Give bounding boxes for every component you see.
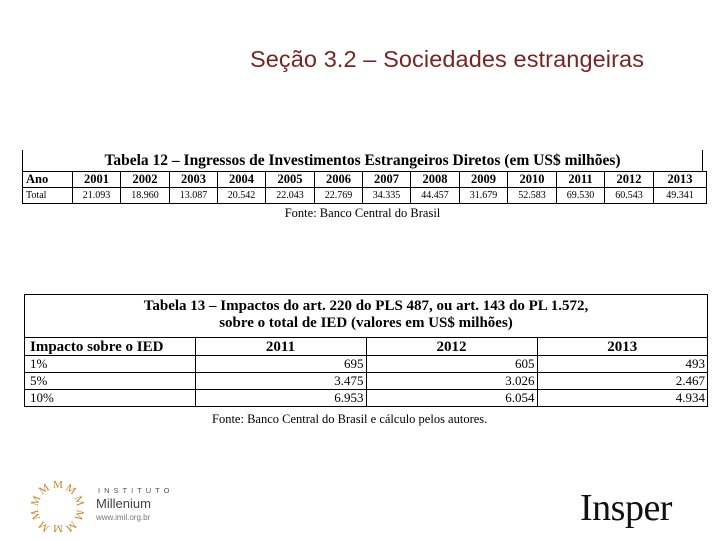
table-13-cell: 3.026 xyxy=(366,373,537,390)
table-12-header-row xyxy=(23,172,707,188)
table-12-header-cell: 2005 xyxy=(266,172,315,188)
table-12-cell: 69.530 xyxy=(557,188,605,204)
table-12-header-cell: 2007 xyxy=(363,172,411,188)
table-12-cell: 22.769 xyxy=(315,188,363,204)
millenium-logo-mark: M xyxy=(29,508,44,522)
table-13-cell: 5% xyxy=(25,373,195,390)
table-12-cell: 52.583 xyxy=(508,188,557,204)
table-12-title: Tabela 12 – Ingressos de Investimentos Estrangeiros Diretos (em US$ milhões) xyxy=(22,150,703,171)
table-12-cell: 44.457 xyxy=(411,188,460,204)
table-13-title-line-2: sobre o total de IED (valores em US$ milhões) xyxy=(219,314,513,331)
table-13 xyxy=(24,294,708,407)
table-12-header-cell: 2010 xyxy=(508,172,557,188)
table-12-header-cell: 2013 xyxy=(654,172,707,188)
table-13-header-cell: 2012 xyxy=(366,338,537,356)
table-13-cell: 1% xyxy=(25,356,195,373)
millenium-name: Millenium xyxy=(96,496,151,511)
table-13-header-cell: 2013 xyxy=(537,338,707,356)
table-13-header-cell: 2011 xyxy=(195,338,366,356)
table-13-source: Fonte: Banco Central do Brasil e cálculo pelos autores. xyxy=(212,412,488,426)
table-13-title xyxy=(25,295,707,338)
table-13-header-row xyxy=(25,338,707,356)
millenium-logo-mark: M xyxy=(36,481,52,498)
table-12-header-cell: 2001 xyxy=(73,172,121,188)
millenium-logo-mark: M xyxy=(63,481,79,498)
table-12-cell: 20.542 xyxy=(218,188,266,204)
table-13-row xyxy=(25,390,707,407)
table-12-cell: 21.093 xyxy=(73,188,121,204)
table-12-cell: 22.043 xyxy=(266,188,315,204)
table-12-cell: 60.543 xyxy=(605,188,654,204)
table-12-cell: 34.335 xyxy=(363,188,411,204)
millenium-logo-mark: M xyxy=(71,508,86,522)
table-12-cell: Total xyxy=(23,188,73,204)
table-13-cell: 695 xyxy=(195,356,366,373)
table-12-cell: 31.679 xyxy=(460,188,508,204)
table-13-row xyxy=(25,373,707,390)
millenium-url: www.imil.org.br xyxy=(96,513,151,522)
table-13-title-line-1: Tabela 13 – Impactos do art. 220 do PLS 487, ou art. 143 do PL 1.572, xyxy=(143,298,589,314)
table-12-source: Fonte: Banco Central do Brasil xyxy=(284,206,441,220)
table-13-cell: 4.934 xyxy=(537,390,707,407)
table-12-header-cell: 2011 xyxy=(557,172,605,188)
table-12-cell: 49.341 xyxy=(654,188,707,204)
table-12-grid xyxy=(22,171,707,204)
millenium-logo-mark: M xyxy=(63,518,79,535)
table-13-cell: 2.467 xyxy=(537,373,707,390)
millenium-sub-label: INSTITUTO xyxy=(98,486,174,495)
millenium-logo-mark: M xyxy=(53,522,63,534)
table-12-cell: 18.960 xyxy=(121,188,170,204)
table-13-cell: 493 xyxy=(537,356,707,373)
table-13-header-cell: Impacto sobre o IED xyxy=(25,338,195,356)
table-12-header-cell: 2012 xyxy=(605,172,654,188)
millenium-logo-mark: M xyxy=(71,494,87,508)
table-12-header-cell: 2006 xyxy=(315,172,363,188)
millenium-logo-mark: M xyxy=(28,494,44,508)
table-13-cell: 605 xyxy=(366,356,537,373)
table-12-header-cell: 2004 xyxy=(218,172,266,188)
insper-logo: Insper xyxy=(580,487,672,529)
table-13-cell: 10% xyxy=(25,390,195,407)
table-13-grid xyxy=(25,338,707,406)
millenium-logo-mark: M xyxy=(53,479,63,491)
table-13-row xyxy=(25,356,707,373)
table-12-header-cell: 2002 xyxy=(121,172,170,188)
table-12-header-cell: Ano xyxy=(23,172,73,188)
table-12-cell: 13.087 xyxy=(170,188,218,204)
millenium-logo-mark: M xyxy=(36,518,52,535)
table-12-header-cell: 2009 xyxy=(460,172,508,188)
table-13-cell: 6.953 xyxy=(195,390,366,407)
table-12-header-cell: 2003 xyxy=(170,172,218,188)
table-13-cell: 6.054 xyxy=(366,390,537,407)
table-12-header-cell: 2008 xyxy=(411,172,460,188)
table-12-row xyxy=(23,188,707,204)
table-13-cell: 3.475 xyxy=(195,373,366,390)
slide-title: Seção 3.2 – Sociedades estrangeiras xyxy=(249,46,645,72)
